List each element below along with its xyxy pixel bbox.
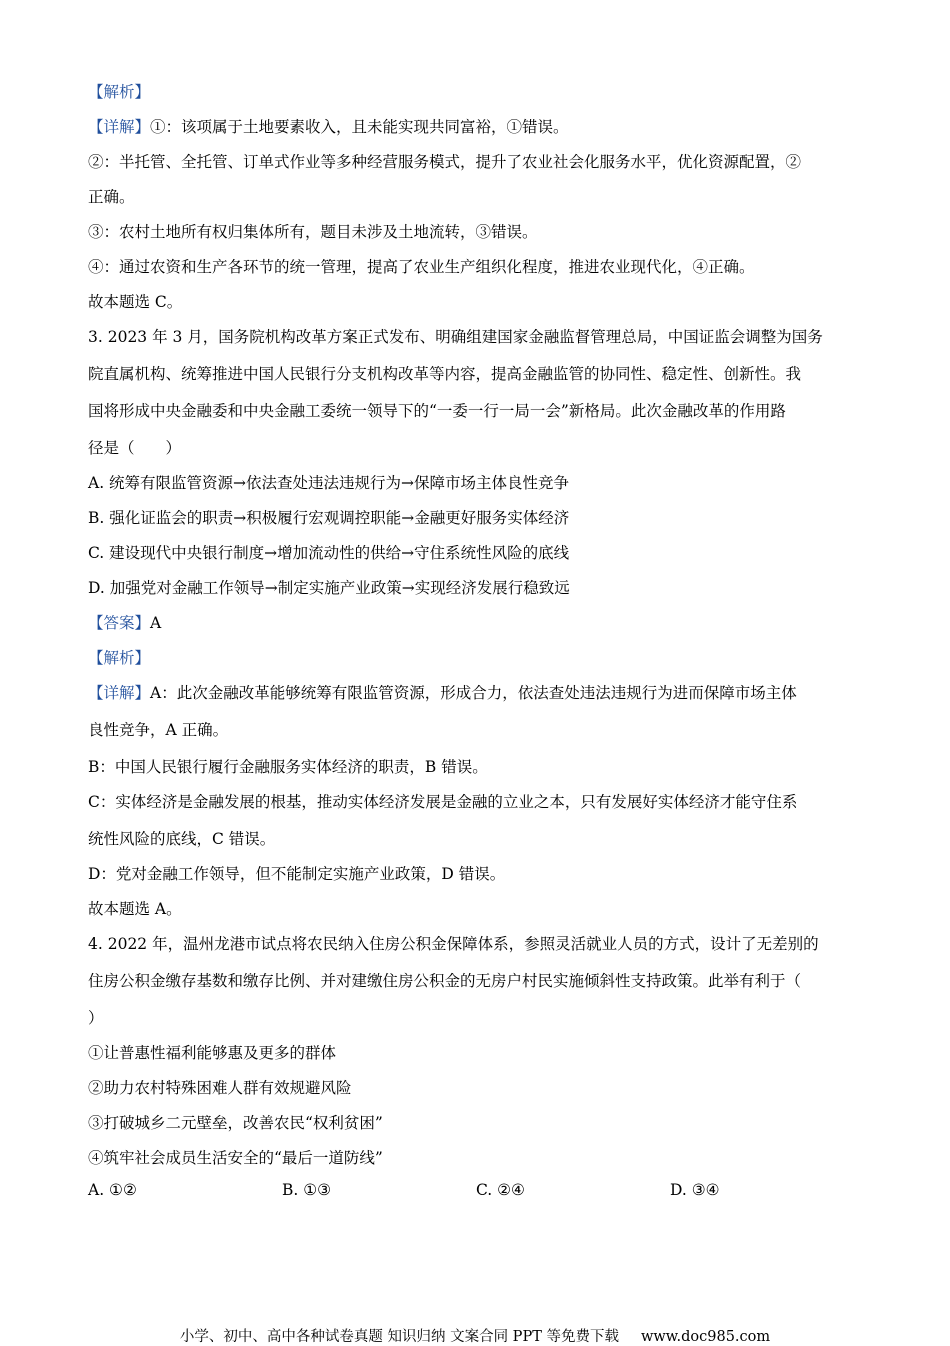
detail-line-4: ④：通过农资和生产各环节的统一管理，提高了农业生产组织化程度，推进农业现代化，④正确。: [88, 258, 755, 276]
q4-option-a: A. ①②: [88, 1181, 137, 1199]
footer-url[interactable]: www.doc985.com: [640, 1329, 771, 1345]
q3-detail-a1: [88, 683, 868, 703]
q3-stem-2: 院直属机构、统筹推进中国人民银行分支机构改革等内容，提高金融监管的协同性、稳定性、创新性。我: [88, 365, 802, 383]
q4-options: [88, 1181, 868, 1201]
q3-detail-c2: 统性风险的底线，C 错误。: [88, 830, 276, 848]
detail-tag: 【详解】: [88, 118, 151, 136]
q3-option-a: A. 统筹有限监管资源→依法查处违法违规行为→保障市场主体良性竞争: [88, 474, 570, 492]
detail-line-2a: ②：半托管、全托管、订单式作业等多种经营服务模式，提升了农业社会化服务水平，优化资源配置，②: [88, 153, 802, 171]
q4-stem-3: ）: [88, 1009, 104, 1027]
q4-item-3: ③打破城乡二元壁垒，改善农民“权利贫困”: [88, 1114, 383, 1132]
q3-conclusion: 故本题选 A。: [88, 900, 182, 918]
q4-option-c: C. ②④: [476, 1181, 525, 1199]
q3-detail-a2: 良性竞争，A 正确。: [88, 721, 229, 739]
q3-option-d: D. 加强党对金融工作领导→制定实施产业政策→实现经济发展行稳致远: [88, 579, 570, 597]
detail-line-1: [88, 117, 868, 137]
q4-option-d: D. ③④: [670, 1181, 720, 1199]
q4-stem-2: 住房公积金缴存基数和缴存比例、并对建缴住房公积金的无房户村民实施倾斜性支持政策。此举有利于（: [88, 972, 802, 990]
q3-detail-b: B：中国人民银行履行金融服务实体经济的职责，B 错误。: [88, 758, 488, 776]
q3-option-b: B. 强化证监会的职责→积极履行宏观调控职能→金融更好服务实体经济: [88, 509, 570, 527]
q3-detail-c1: C：实体经济是金融发展的根基，推动实体经济发展是金融的立业之本，只有发展好实体经济才能守住系: [88, 793, 798, 811]
detail-tag: 【详解】: [88, 684, 151, 702]
q3-detail-d: D：党对金融工作领导，但不能制定实施产业政策，D 错误。: [88, 865, 506, 883]
q4-item-2: ②助力农村特殊困难人群有效规避风险: [88, 1079, 352, 1097]
q3-stem-3: 国将形成中央金融委和中央金融工委统一领导下的“一委一行一局一会”新格局。此次金融改革的作用路: [88, 402, 786, 420]
answer-value: A: [150, 614, 162, 632]
detail-text: A：此次金融改革能够统筹有限监管资源，形成合力，依法查处违法违规行为进而保障市场主体: [150, 684, 797, 702]
conclusion: 故本题选 C。: [88, 293, 183, 311]
detail-line-2b: 正确。: [88, 188, 135, 206]
q3-answer-line: [88, 613, 868, 633]
q4-item-1: ①让普惠性福利能够惠及更多的群体: [88, 1044, 337, 1062]
page-footer: [0, 1325, 950, 1346]
q3-analysis-tag: 【解析】: [88, 649, 151, 667]
answer-tag: 【答案】: [88, 614, 151, 632]
q4-stem-1: 4. 2022 年，温州龙港市试点将农民纳入住房公积金保障体系，参照灵活就业人员的方式，设计了无差别的: [88, 935, 819, 953]
footer-text: 小学、初中、高中各种试卷真题 知识归纳 文案合同 PPT 等免费下载: [179, 1329, 619, 1345]
q3-option-c: C. 建设现代中央银行制度→增加流动性的供给→守住系统性风险的底线: [88, 544, 570, 562]
q4-item-4: ④筑牢社会成员生活安全的“最后一道防线”: [88, 1149, 383, 1167]
analysis-tag: 【解析】: [88, 83, 151, 101]
detail-text: ①：该项属于土地要素收入，且未能实现共同富裕，①错误。: [150, 118, 569, 136]
q4-option-b: B. ①③: [282, 1181, 332, 1199]
q3-stem-4: 径是（ ）: [88, 439, 182, 457]
q3-stem-1: 3. 2023 年 3 月，国务院机构改革方案正式发布、明确组建国家金融监督管理总局，中国证监会调整为国务: [88, 328, 823, 346]
detail-line-3: ③：农村土地所有权归集体所有，题目未涉及土地流转，③错误。: [88, 223, 538, 241]
